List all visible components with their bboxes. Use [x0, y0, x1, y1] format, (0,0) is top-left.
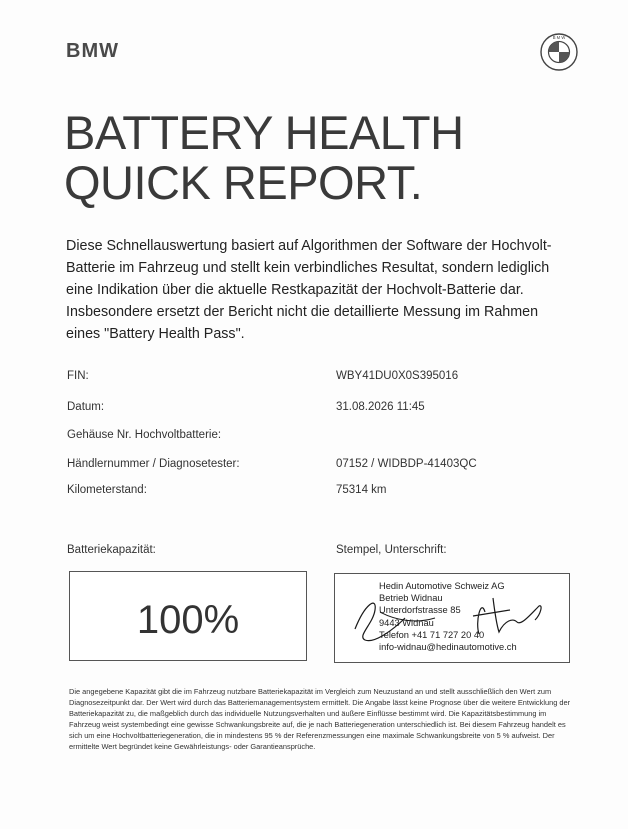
field-value: WBY41DU0X0S395016 [336, 370, 459, 382]
report-title [64, 108, 464, 208]
stamp-line: info-widnau@hedinautomotive.ch [379, 642, 517, 653]
stamp-box [334, 573, 570, 663]
field-label: FIN: [67, 370, 89, 382]
stamp-line: 9443 Widnau [379, 617, 434, 628]
field-kilometerstand [67, 484, 567, 504]
stamp-line: Telefon +41 71 727 20 40 [379, 629, 485, 640]
brand-wordmark: BMW [66, 40, 119, 62]
field-datum [67, 401, 567, 421]
field-value: 31.08.2026 11:45 [336, 401, 425, 413]
field-value: 75314 km [336, 484, 387, 496]
title-line-1: BATTERY HEALTH [64, 106, 464, 159]
handwritten-signature [335, 574, 569, 664]
field-haendlernummer [67, 458, 567, 478]
field-fin [67, 370, 567, 390]
bmw-roundel-logo-icon [540, 33, 578, 71]
field-value: 07152 / WIDBDP-41403QC [336, 458, 477, 470]
field-label: Datum: [67, 401, 105, 413]
stamp-line: Betrieb Widnau [379, 593, 443, 604]
svg-text:B M W: B M W [552, 35, 566, 41]
field-label: Händlernummer / Diagnosetester: [67, 458, 240, 470]
title-line-2: QUICK REPORT. [64, 156, 423, 209]
field-gehaeuse-nr [67, 429, 567, 449]
stamp-label: Stempel, Unterschrift: [336, 544, 447, 556]
capacity-value: 100% [136, 598, 240, 642]
stamp-line: Hedin Automotive Schweiz AG [379, 581, 505, 591]
stamp-line: Unterdorfstrasse 85 [379, 605, 461, 616]
capacity-box [69, 571, 307, 661]
field-label: Kilometerstand: [67, 484, 147, 496]
field-label: Gehäuse Nr. Hochvoltbatterie: [67, 429, 222, 441]
intro-paragraph: Diese Schnellauswertung basiert auf Algorithmen der Software der Hochvolt-Batterie im Fahrzeug und stellt kein verbindliches Resultat, sondern lediglich eine Indikation über die aktuelle Restkapazität der Hochvolt-Batterie dar. Insbesondere ersetzt der Bericht nicht die detaillierte Messung im Rahmen eines "Battery Health Pass". [66, 238, 552, 342]
capacity-label: Batteriekapazität: [67, 544, 156, 556]
disclaimer-text: Die angegebene Kapazität gibt die im Fahrzeug nutzbare Batteriekapazität im Vergleich zum Neuzustand an und stellt ausschließlich den Wert zum Diagnosezeitpunkt dar. Der Wert wird durch das Batteriemanagementsystem ermittelt. Die Angabe lässt keine Prognose über die weitere Entwicklung der Batteriekapazität zu, die maßgeblich durch das individuelle Nutzungsverhalten und äußere Einflüsse bestimmt wird. Die Kapazitätsbestimmung im Fahrzeug weist systembedingt eine gewisse Schwankungsbreite auf, die je nach Batteriegeneration unterschiedlich ist. Bei diesem Fahrzeug handelt es sich um eine Hochvoltbatteriegeneration, die in mindestens 95 % der Referenzmessungen eine maximale Schwankungsbreite von 5 % aufweist. Der ermittelte Wert begründet keine Gewährleistungs- oder Garantieansprüche. [69, 687, 571, 752]
